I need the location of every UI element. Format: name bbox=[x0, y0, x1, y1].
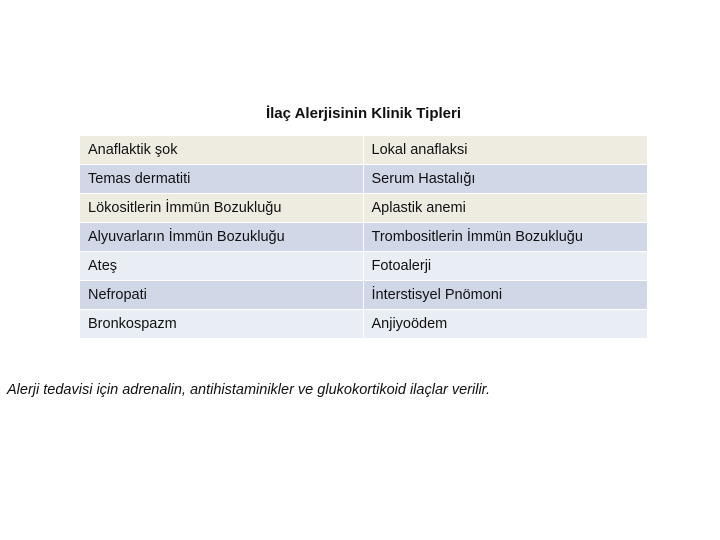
table-row bbox=[80, 165, 647, 194]
table-cell-left: Lökositlerin İmmün Bozukluğu bbox=[80, 194, 363, 223]
table-cell-left: Temas dermatiti bbox=[80, 165, 363, 194]
table-row bbox=[80, 310, 647, 339]
table-cell-right: Serum Hastalığı bbox=[363, 165, 647, 194]
table-cell-left: Ateş bbox=[80, 252, 363, 281]
table-cell-right: Trombositlerin İmmün Bozukluğu bbox=[363, 223, 647, 252]
table-cell-right: Anjiyoödem bbox=[363, 310, 647, 339]
table-title: İlaç Alerjisinin Klinik Tipleri bbox=[265, 105, 462, 122]
table-cell-right: Aplastik anemi bbox=[363, 194, 647, 223]
footnote: Alerji tedavisi için adrenalin, antihistaminikler ve glukokortikoid ilaçlar verilir. bbox=[7, 382, 490, 398]
table-cell-left: Anaflaktik şok bbox=[80, 136, 363, 165]
table-row bbox=[80, 194, 647, 223]
table-row bbox=[80, 281, 647, 310]
allergy-types-table bbox=[80, 135, 647, 339]
table-cell-left: Nefropati bbox=[80, 281, 363, 310]
table-cell-right: İnterstisyel Pnömoni bbox=[363, 281, 647, 310]
table-cell-right: Fotoalerji bbox=[363, 252, 647, 281]
table-row bbox=[80, 136, 647, 165]
table-row bbox=[80, 252, 647, 281]
table-cell-left: Alyuvarların İmmün Bozukluğu bbox=[80, 223, 363, 252]
table-cell-left: Bronkospazm bbox=[80, 310, 363, 339]
table-cell-right: Lokal anaflaksi bbox=[363, 136, 647, 165]
table-row bbox=[80, 223, 647, 252]
